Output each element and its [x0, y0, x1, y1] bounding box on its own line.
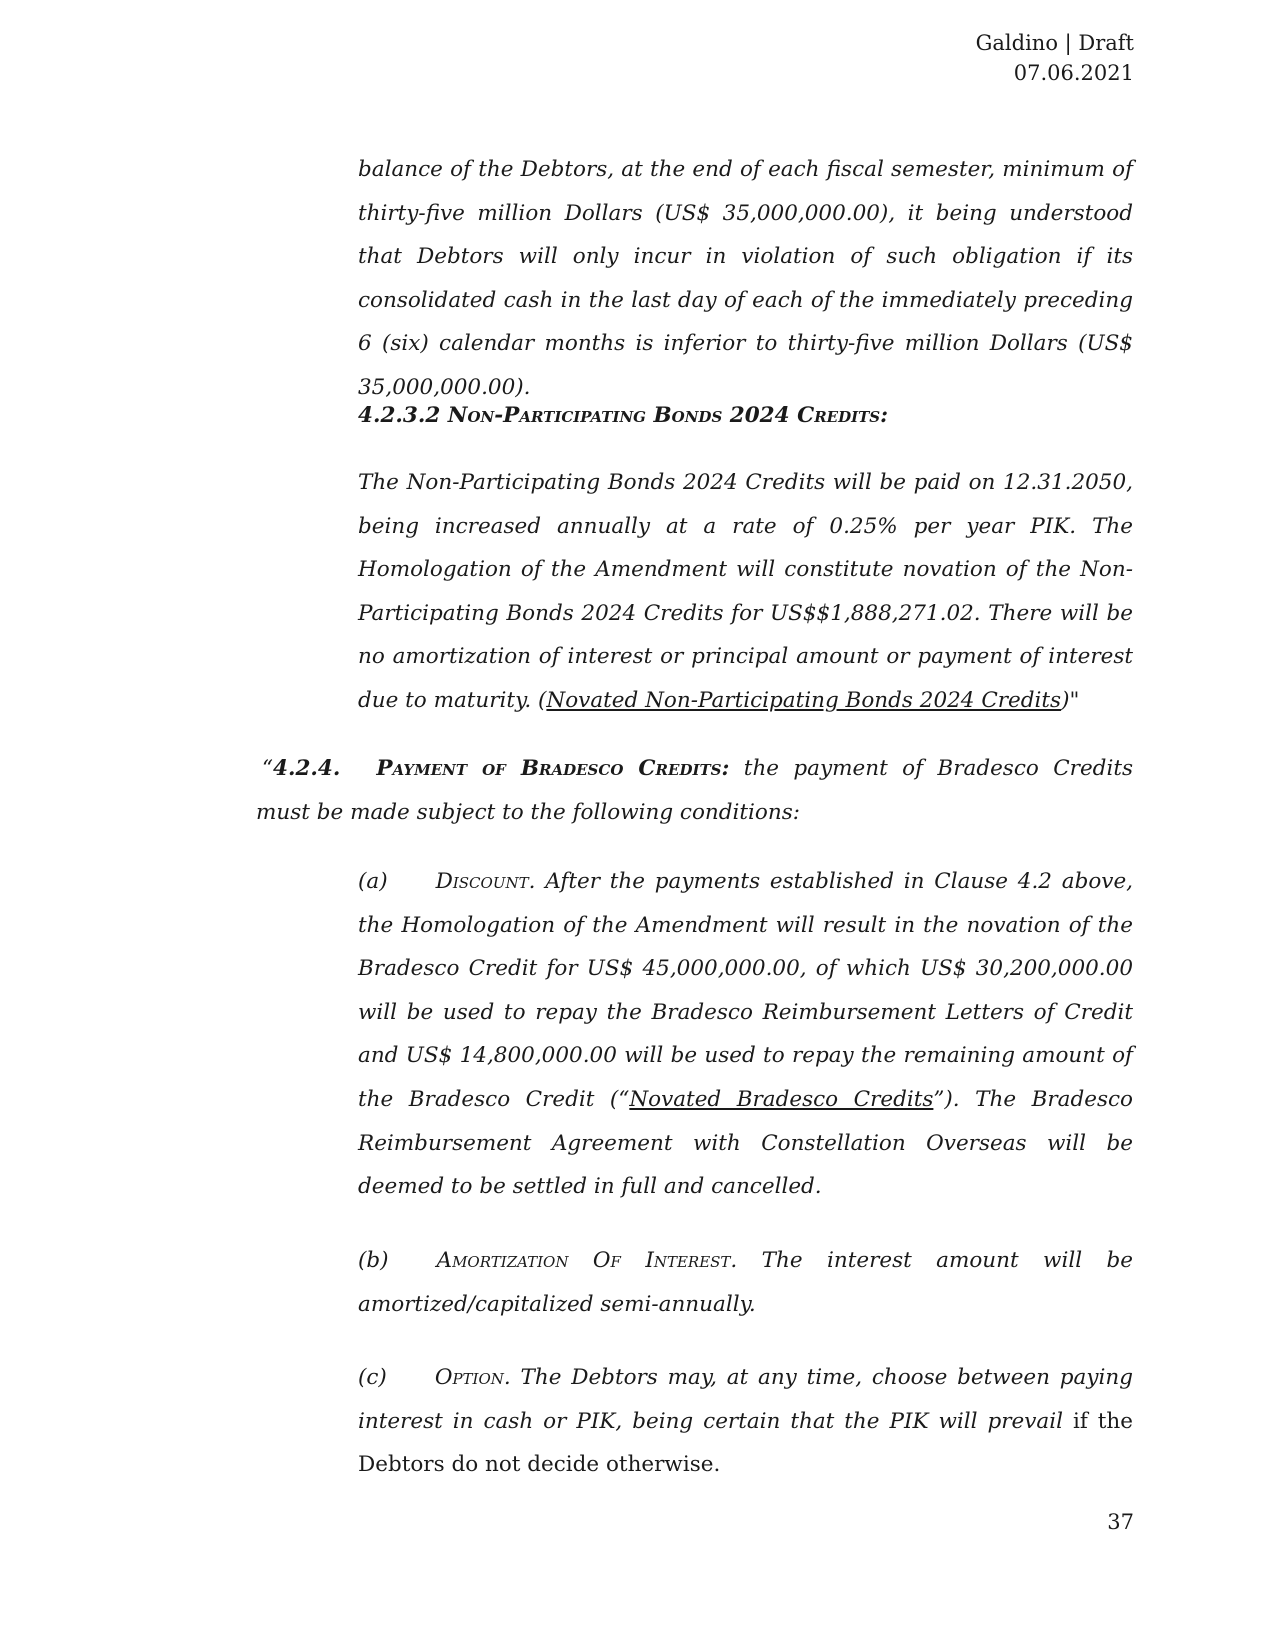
defined-term-novated-npb: Novated Non-Participating Bonds 2024 Credits	[546, 687, 1062, 713]
item-b-text: The interest amount will be amortized/capitalized semi-annually.	[358, 1248, 1133, 1317]
clause-424-number: 4.2.4.	[273, 756, 341, 781]
header-draft-label: Galdino | Draft	[975, 31, 1134, 55]
paragraph-cash-covenant: balance of the Debtors, at the end of each fiscal semester, minimum of thirty-five million Dollars (US$ 35,000,000.00), it being understood that Debtors will only incur in violation of such obligation if its consolidated cash in the last day of each of the immediately preceding 6 (six) calendar months is inferior to thirty-five million Dollars (US$ 35,000,000.00).	[358, 157, 1133, 400]
item-c-label: (c)	[358, 1365, 387, 1390]
clause-424-open-quote: “	[262, 756, 273, 781]
item-c-text-italic: The Debtors may, at any time, choose between paying interest in cash or PIK, being certain that the PIK will prevail	[358, 1365, 1133, 1434]
item-a-label: (a)	[358, 869, 388, 894]
item-b-label: (b)	[358, 1248, 389, 1273]
item-c-text-roman: if the Debtors do not decide otherwise.	[358, 1408, 1133, 1478]
item-b-amortization	[358, 1239, 1133, 1326]
item-a-discount	[358, 860, 1133, 1209]
clause-424-title: Payment of Bradesco Credits:	[376, 756, 730, 781]
item-a-text1: After the payments established in Clause 4.2 above, the Homologation of the Amendment will result in the novation of the Bradesco Credit for US$ 45,000,000.00, of which US$ 30,200,000.00 will be used to repay the Bradesco Reimbursement Letters of Credit and US$ 14,800,000.00 will be used to repay the remaining amount of the Bradesco Credit (“	[358, 869, 1133, 1112]
defined-term-novated-bradesco: Novated Bradesco Credits	[629, 1086, 934, 1112]
item-b-title: Amortization Of Interest.	[436, 1248, 738, 1273]
paragraph-non-participating-bonds-text: The Non-Participating Bonds 2024 Credits will be paid on 12.31.2050, being increased annually at a rate of 0.25% per year PIK. The Homologation of the Amendment will constitute novation of the Non-Participating Bonds 2024 Credits for US$$1,888,271.02. There will be no amortization of interest or principal amount or payment of interest due to maturity. (	[358, 470, 1133, 713]
heading-4232-number: 4.2.3.2	[358, 403, 441, 428]
heading-4232	[358, 394, 1133, 438]
page-number: 37	[1107, 1510, 1134, 1534]
clause-424	[256, 747, 1133, 834]
clause-424-text: the payment of Bradesco Credits must be made subject to the following conditions:	[256, 756, 1133, 825]
heading-4232-title: Non-Participating Bonds 2024 Credits:	[447, 403, 889, 428]
page-header	[976, 28, 1134, 88]
item-c-title: Option.	[434, 1365, 511, 1390]
paragraph-non-participating-bonds	[358, 461, 1133, 723]
item-a-text2: ”). The Bradesco Reimbursement Agreement with Constellation Overseas will be deemed to be settled in full and cancelled.	[358, 1086, 1133, 1200]
item-c-option	[358, 1356, 1133, 1487]
header-date: 07.06.2021	[1013, 61, 1134, 85]
item-a-title: Discount.	[435, 869, 536, 894]
paragraph-non-participating-bonds-tail: )"	[1061, 687, 1080, 713]
